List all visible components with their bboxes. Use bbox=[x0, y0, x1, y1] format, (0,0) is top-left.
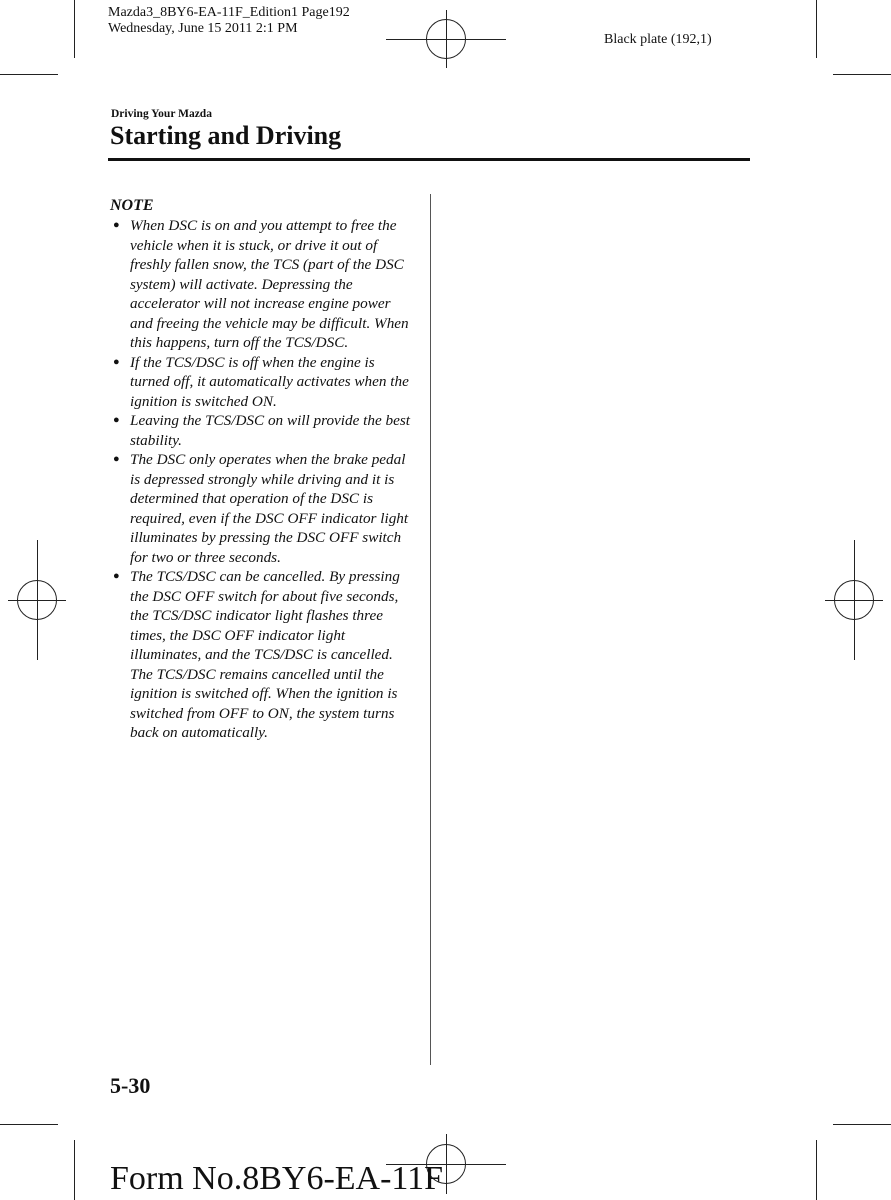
bullet-icon: ● bbox=[113, 414, 120, 426]
note-item-continuation: The TCS/DSC remains cancelled until the ignition is switched off. When the ignition is switched from OFF to ON, the system turns back on automatically. bbox=[130, 665, 398, 741]
form-number: Form No.8BY6-EA-11F bbox=[110, 1160, 444, 1197]
bullet-icon: ● bbox=[113, 453, 120, 465]
note-item bbox=[110, 567, 412, 743]
column-divider bbox=[430, 194, 431, 1065]
slug-filename: Mazda3_8BY6-EA-11F_Edition1 Page192 bbox=[108, 5, 350, 20]
note-item bbox=[110, 353, 412, 412]
title-divider bbox=[108, 158, 750, 161]
note-item bbox=[110, 411, 412, 450]
bullet-icon: ● bbox=[113, 219, 120, 231]
crop-mark bbox=[74, 0, 75, 58]
crop-mark bbox=[816, 1140, 817, 1200]
note-item bbox=[110, 216, 412, 353]
page-title: Starting and Driving bbox=[110, 121, 342, 150]
note-item-text: The DSC only operates when the brake pedal is depressed strongly while driving and it is determined that operation of the DSC is required, even if the DSC OFF indicator light illuminates by pressing the DSC OFF switch for two or three seconds. bbox=[130, 451, 409, 566]
crop-mark bbox=[0, 1124, 58, 1125]
note-item-text: Leaving the TCS/DSC on will provide the best stability. bbox=[130, 412, 410, 449]
bullet-icon: ● bbox=[113, 570, 120, 582]
bullet-icon: ● bbox=[113, 355, 120, 368]
crop-mark bbox=[833, 74, 891, 75]
note-item-text: When DSC is on and you attempt to free the vehicle when it is stuck, or drive it out of freshly fallen snow, the TCS (part of the DSC system) will activate. Depressing the accelerator will not increase engine power and freeing the vehicle may be difficult. When this happens, turn off the TCS/DSC. bbox=[130, 217, 409, 351]
crop-mark bbox=[74, 1140, 75, 1200]
page-number: 5-30 bbox=[110, 1073, 151, 1098]
note-heading: NOTE bbox=[110, 197, 154, 214]
note-block bbox=[110, 196, 412, 743]
note-item-text: The TCS/DSC can be cancelled. By pressing the DSC OFF switch for about five seconds, the TCS/DSC indicator light flashes three times, the DSC OFF indicator light illuminates, and the TCS/DSC is cancelled. bbox=[130, 568, 400, 663]
crop-mark bbox=[833, 1124, 891, 1125]
crop-mark bbox=[816, 0, 817, 58]
crop-mark bbox=[0, 74, 58, 75]
section-breadcrumb: Driving Your Mazda bbox=[111, 108, 212, 120]
note-list bbox=[110, 216, 412, 743]
slug-timestamp: Wednesday, June 15 2011 2:1 PM bbox=[108, 21, 298, 36]
note-item bbox=[110, 450, 412, 567]
plate-label: Black plate (192,1) bbox=[604, 32, 712, 47]
print-slug bbox=[108, 5, 350, 37]
note-item-text: If the TCS/DSC is off when the engine is turned off, it automatically activates when the ignition is switched ON. bbox=[130, 353, 409, 410]
